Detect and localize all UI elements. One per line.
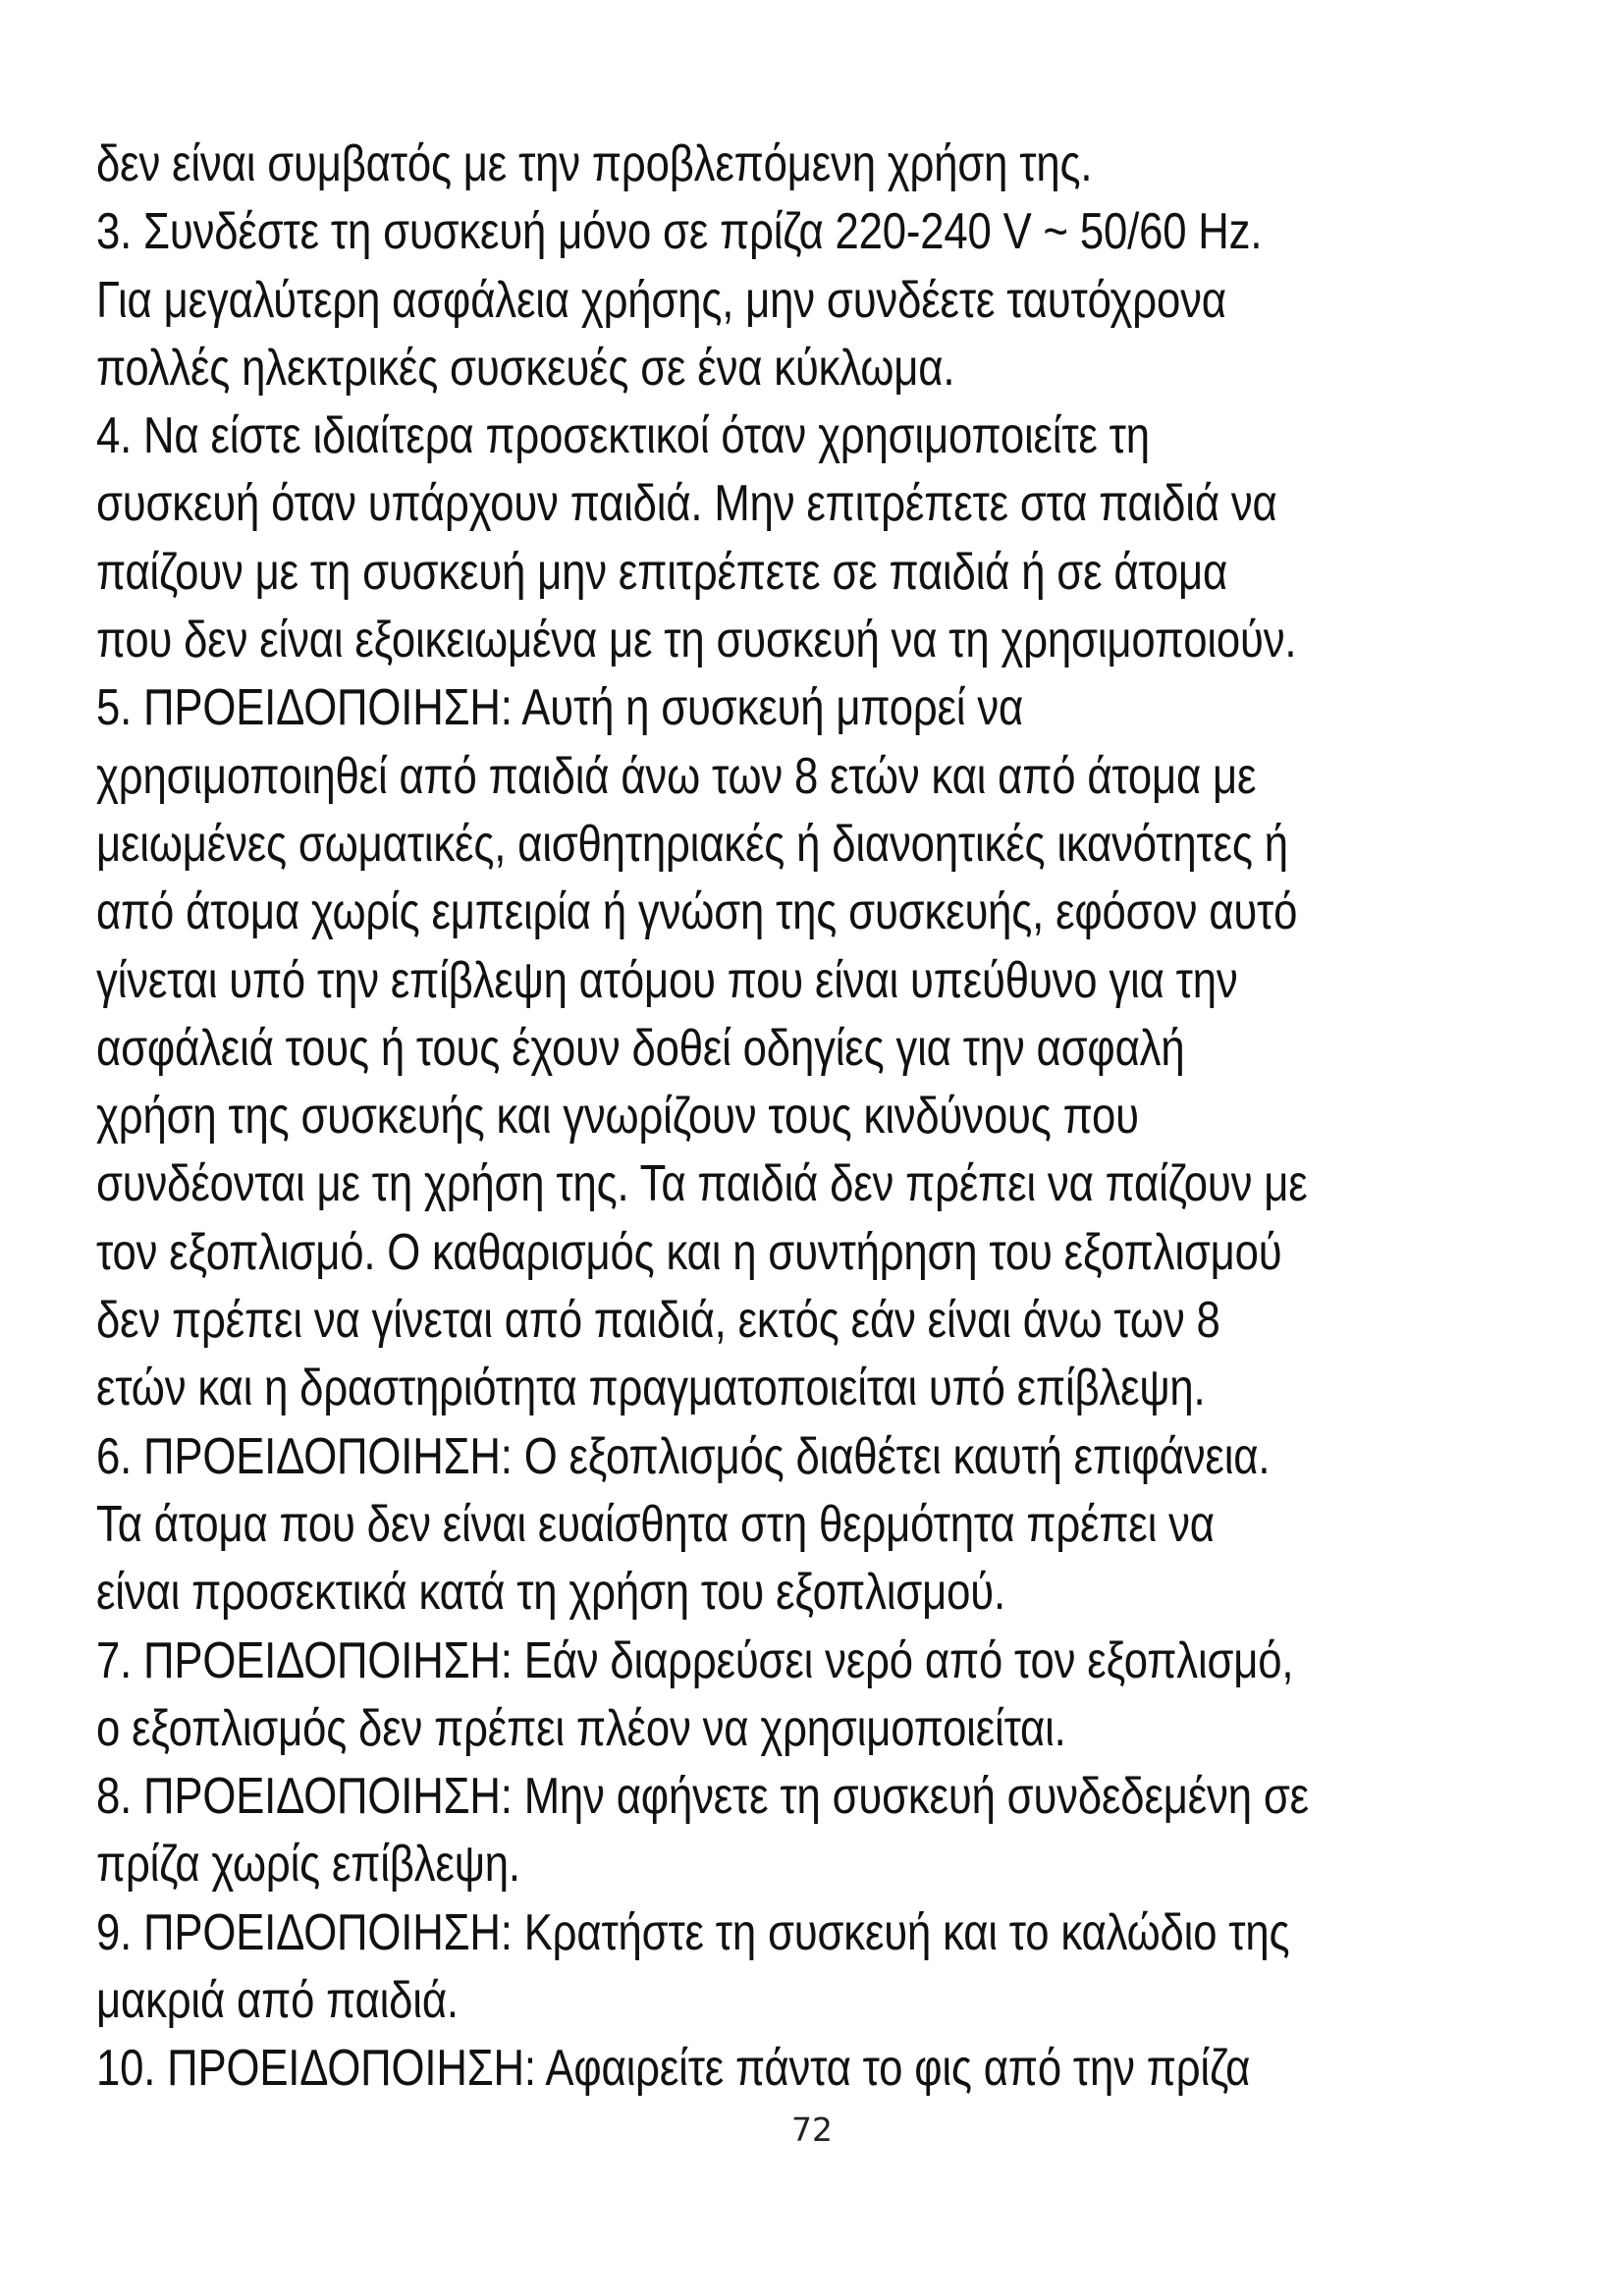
text-line: Για μεγαλύτερη ασφάλεια χρήσης, μην συνδέετε ταυτόχρονα xyxy=(96,271,1226,329)
page-number: 72 xyxy=(791,2110,833,2149)
text-line: από άτομα χωρίς εμπειρία ή γνώση της συσκευής, εφόσον αυτό xyxy=(96,883,1298,941)
text-line: 3. Συνδέστε τη συσκευή μόνο σε πρίζα 220-240 V ~ 50/60 Hz. xyxy=(96,203,1263,261)
text-line: που δεν είναι εξοικειωμένα με τη συσκευή να τη χρησιμοποιούν. xyxy=(96,612,1297,669)
text-line: 7. ΠΡΟΕΙΔΟΠΟΙΗΣΗ: Εάν διαρρεύσει νερό από τον εξοπλισμό, xyxy=(96,1631,1294,1689)
text-line: 4. Να είστε ιδιαίτερα προσεκτικοί όταν χρησιμοποιείτε τη xyxy=(96,407,1150,465)
text-line: παίζουν με τη συσκευή μην επιτρέπετε σε παιδιά ή σε άτομα xyxy=(96,543,1228,601)
text-line: είναι προσεκτικά κατά τη χρήση του εξοπλισμού. xyxy=(96,1564,1005,1622)
text-line: δεν είναι συμβατός με την προβλεπόμενη χρήση της. xyxy=(96,135,1093,192)
text-line: 10. ΠΡΟΕΙΔΟΠΟΙΗΣΗ: Αφαιρείτε πάντα το φις από την πρίζα xyxy=(96,2040,1251,2098)
text-line: πρίζα χωρίς επίβλεψη. xyxy=(96,1836,520,1894)
text-line: 9. ΠΡΟΕΙΔΟΠΟΙΗΣΗ: Κρατήστε τη συσκευή και το καλώδιο της xyxy=(96,1903,1290,1961)
text-line: χρήση της συσκευής και γνωρίζουν τους κινδύνους που xyxy=(96,1088,1139,1146)
text-line: γίνεται υπό την επίβλεψη ατόμου που είναι υπεύθυνο για την xyxy=(96,951,1238,1009)
text-line: πολλές ηλεκτρικές συσκευές σε ένα κύκλωμα. xyxy=(96,339,955,397)
text-line: ασφάλειά τους ή τους έχουν δοθεί οδηγίες για την ασφαλή xyxy=(96,1019,1185,1077)
text-line: συνδέονται με τη χρήση της. Τα παιδιά δεν πρέπει να παίζουν με xyxy=(96,1155,1308,1213)
text-line: συσκευή όταν υπάρχουν παιδιά. Μην επιτρέπετε στα παιδιά να xyxy=(96,475,1277,533)
text-line: Τα άτομα που δεν είναι ευαίσθητα στη θερμότητα πρέπει να xyxy=(96,1495,1215,1553)
text-line: ετών και η δραστηριότητα πραγματοποιείται υπό επίβλεψη. xyxy=(96,1360,1206,1417)
text-line: ο εξοπλισμός δεν πρέπει πλέον να χρησιμοποιείται. xyxy=(96,1699,1066,1757)
text-line: μακριά από παιδιά. xyxy=(96,1972,459,2030)
text-line: 8. ΠΡΟΕΙΔΟΠΟΙΗΣΗ: Μην αφήνετε τη συσκευή συνδεδεμένη σε xyxy=(96,1768,1309,1826)
text-line: 5. ΠΡΟΕΙΔΟΠΟΙΗΣΗ: Αυτή η συσκευή μπορεί να xyxy=(96,679,1024,737)
text-line: δεν πρέπει να γίνεται από παιδιά, εκτός εάν είναι άνω των 8 xyxy=(96,1292,1220,1350)
text-line: χρησιμοποιηθεί από παιδιά άνω των 8 ετών και από άτομα με xyxy=(96,747,1257,805)
text-line: τον εξοπλισμό. Ο καθαρισμός και η συντήρηση του εξοπλισμού xyxy=(96,1223,1282,1281)
text-line: 6. ΠΡΟΕΙΔΟΠΟΙΗΣΗ: Ο εξοπλισμός διαθέτει καυτή επιφάνεια. xyxy=(96,1427,1271,1485)
body-text xyxy=(96,131,1530,2104)
text-line: μειωμένες σωματικές, αισθητηριακές ή διανοητικές ικανότητες ή xyxy=(96,815,1288,873)
